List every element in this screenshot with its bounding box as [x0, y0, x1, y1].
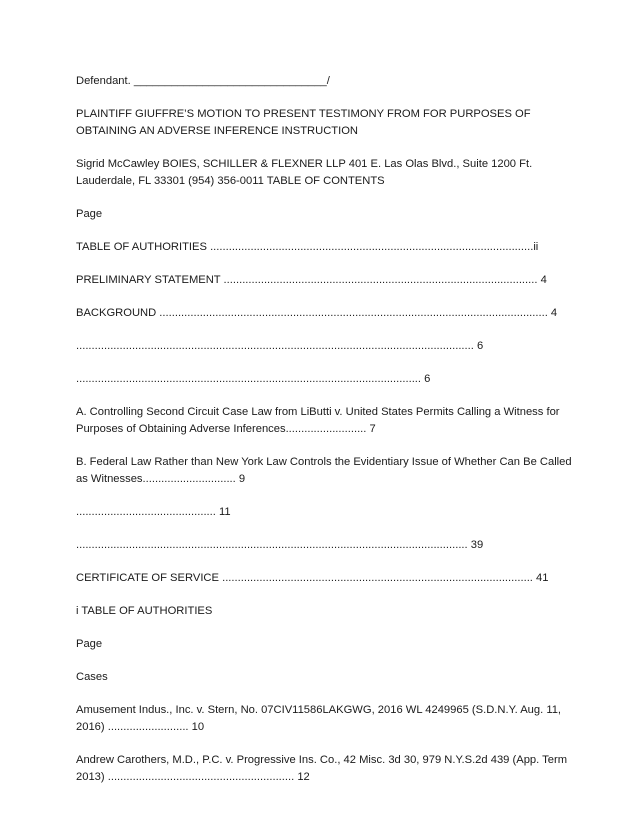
toc-entry-preliminary-statement: PRELIMINARY STATEMENT ..................................................................................................... 4 [76, 274, 547, 286]
page-heading: Page [76, 208, 103, 220]
toc-entry-redacted-4: .............................................................................................................................. 39 [76, 539, 484, 551]
authorities-page-label: Page [76, 638, 103, 650]
authorities-heading: i TABLE OF AUTHORITIES [76, 605, 213, 617]
toc-entry-background: BACKGROUND ............................................................................................................................. 4 [76, 307, 558, 319]
toc-entry-redacted-2: ............................................................................................................... 6 [76, 373, 431, 385]
motion-title: PLAINTIFF GIUFFRE’S MOTION TO PRESENT TESTIMONY FROM FOR PURPOSES OF OBTAINING AN ADVERSE INFERENCE INSTRUCTION [76, 108, 531, 137]
toc-entry-federal-law: B. Federal Law Rather than New York Law Controls the Evidentiary Issue of Whether Can Be Called as Witnesses.............................. 9 [76, 456, 572, 485]
toc-entry-libutti: A. Controlling Second Circuit Case Law from LiButti v. United States Permits Calling a Witness for Purposes of Obtaining Adverse Inferences.......................... 7 [76, 406, 560, 435]
cases-heading: Cases [76, 671, 108, 683]
toc-entry-certificate-of-service: CERTIFICATE OF SERVICE .................................................................................................... 41 [76, 572, 549, 584]
defendant-line: Defendant. _______________________________/ [76, 75, 330, 87]
case-andrew-carothers: Andrew Carothers, M.D., P.C. v. Progressive Ins. Co., 42 Misc. 3d 30, 979 N.Y.S.2d 439 (App. Term 2013) ............................................................ 12 [76, 754, 568, 783]
toc-entry-redacted-1: ................................................................................................................................ 6 [76, 340, 484, 352]
case-amusement-indus: Amusement Indus., Inc. v. Stern, No. 07CIV11586LAKGWG, 2016 WL 4249965 (S.D.N.Y. Aug. 11, 2016) .......................... 10 [76, 704, 562, 733]
counsel-block: Sigrid McCawley BOIES, SCHILLER & FLEXNER LLP 401 E. Las Olas Blvd., Suite 1200 Ft. Lauderdale, FL 33301 (954) 356-0011 TABLE OF CONTENTS [76, 158, 533, 187]
toc-entry-redacted-3: ............................................. 11 [76, 506, 231, 518]
toc-entry-table-of-authorities: TABLE OF AUTHORITIES ........................................................................................................ii [76, 241, 539, 253]
